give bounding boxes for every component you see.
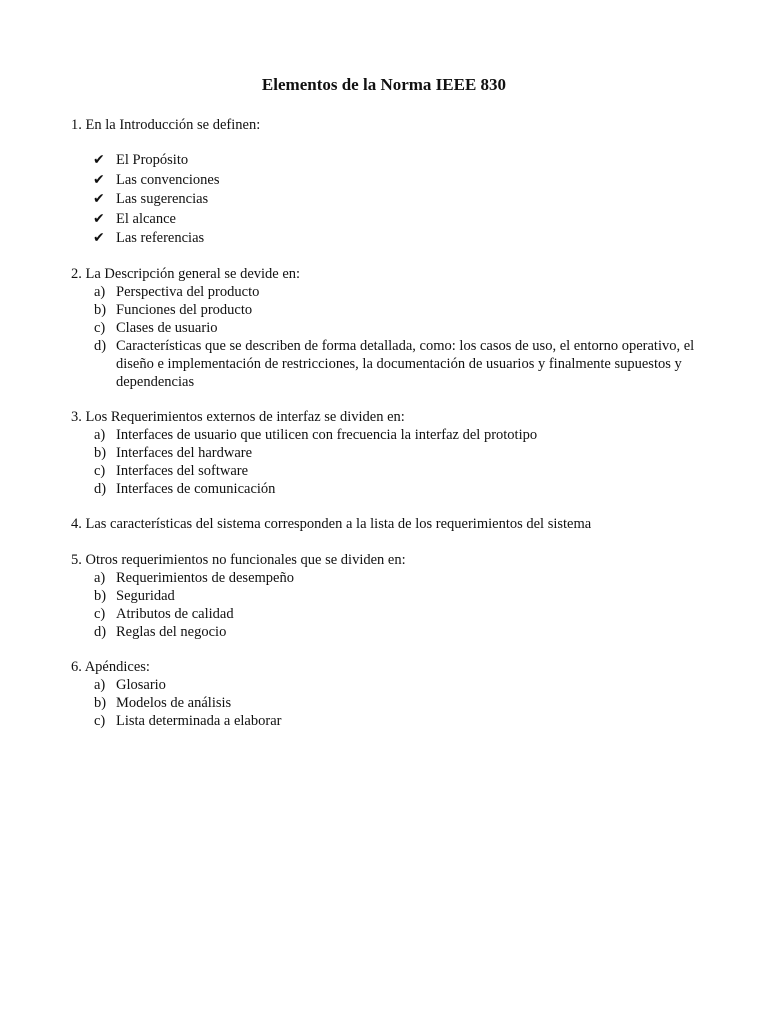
list-marker: b) [94, 588, 107, 604]
list-item [71, 444, 711, 462]
checkmark-icon: ✔ [93, 230, 105, 246]
list-marker: b) [94, 445, 107, 461]
list-item-text: Interfaces de usuario que utilicen con frecuencia la interfaz del prototipo [116, 427, 538, 443]
checkmark-icon: ✔ [93, 171, 105, 188]
section-heading: 2. La Descripción general se devide en: [71, 266, 301, 282]
section-heading: 1. En la Introducción se definen: [71, 117, 261, 133]
list-marker: c) [94, 463, 106, 479]
section-otros-requerimientos [71, 551, 711, 641]
lettered-list [71, 426, 711, 498]
list-item-text: Atributos de calidad [116, 606, 234, 622]
list-item [71, 319, 711, 337]
section-requerimientos-externos [71, 408, 711, 498]
lettered-list [71, 569, 711, 641]
list-item [71, 694, 711, 712]
list-item-text: Características que se describen de forma detallada, como: los casos de uso, el entorno operativo, el diseño e implementación de restricciones, la documentación de usuarios y finalmente supuestos y dependencias [116, 338, 695, 390]
list-item [71, 426, 711, 444]
section-apendices [71, 658, 711, 730]
list-item [71, 605, 711, 623]
list-marker: a) [94, 677, 106, 693]
check-list [71, 151, 711, 249]
lettered-list [71, 676, 711, 730]
list-item-text: Clases de usuario [116, 320, 218, 336]
list-item [71, 337, 711, 391]
list-marker: d) [94, 338, 107, 354]
checkmark-icon: ✔ [93, 152, 105, 168]
checkmark-icon: ✔ [93, 191, 105, 207]
list-marker: d) [94, 624, 107, 640]
list-item [71, 712, 711, 730]
list-item [71, 210, 711, 230]
list-marker: a) [94, 570, 106, 586]
list-item-text: Las referencias [116, 230, 205, 246]
list-item-text: Modelos de análisis [116, 695, 232, 711]
list-item [71, 283, 711, 301]
list-item-text: Glosario [116, 677, 166, 693]
list-marker: c) [94, 320, 106, 336]
list-item [71, 190, 711, 210]
list-item [71, 569, 711, 587]
list-item-text: Perspectiva del producto [116, 284, 260, 300]
section-heading: 3. Los Requerimientos externos de interfaz se dividen en: [71, 409, 405, 425]
list-item-text: Las convenciones [116, 171, 220, 188]
section-heading: 6. Apéndices: [71, 659, 150, 675]
list-item-text: Seguridad [116, 588, 175, 604]
section-caracteristicas-sistema [71, 515, 711, 533]
section-heading: 4. Las características del sistema corresponden a la lista de los requerimientos del sistema [71, 516, 592, 532]
list-item-text: Interfaces del hardware [116, 445, 253, 461]
list-item-text: Requerimientos de desempeño [116, 570, 294, 586]
list-item-text: El Propósito [116, 152, 189, 168]
list-item [71, 623, 711, 641]
list-marker: a) [94, 427, 106, 443]
list-item [71, 676, 711, 694]
list-item [71, 462, 711, 480]
section-descripcion-general [71, 265, 711, 391]
list-item [71, 229, 711, 249]
list-item-text: Funciones del producto [116, 302, 253, 318]
list-item [71, 587, 711, 605]
section-introduccion [71, 116, 711, 249]
list-item [71, 151, 711, 171]
list-item-text: Reglas del negocio [116, 624, 227, 640]
checkmark-icon: ✔ [93, 210, 105, 227]
list-item [71, 480, 711, 498]
list-item-text: Interfaces de comunicación [116, 481, 276, 497]
list-marker: d) [94, 481, 107, 497]
list-marker: a) [94, 284, 106, 300]
list-item-text: Interfaces del software [116, 463, 249, 479]
list-item-text: El alcance [116, 210, 176, 227]
list-item [71, 301, 711, 319]
list-marker: b) [94, 695, 107, 711]
list-marker: b) [94, 302, 107, 318]
list-item [71, 171, 711, 191]
list-item-text: Lista determinada a elaborar [116, 713, 282, 729]
section-heading: 5. Otros requerimientos no funcionales que se dividen en: [71, 552, 406, 568]
list-item-text: Las sugerencias [116, 191, 209, 207]
document-title: Elementos de la Norma IEEE 830 [261, 75, 507, 94]
list-marker: c) [94, 713, 106, 729]
lettered-list [71, 283, 711, 391]
list-marker: c) [94, 606, 106, 622]
